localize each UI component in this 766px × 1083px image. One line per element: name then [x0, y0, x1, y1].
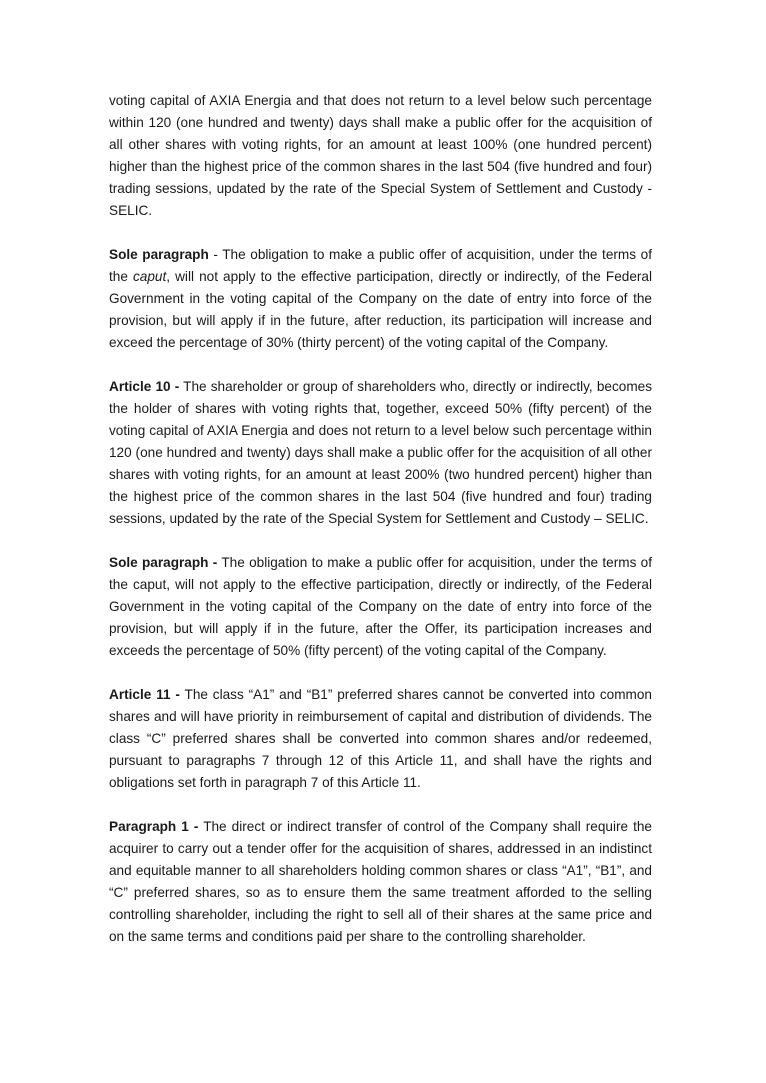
paragraph-text: voting capital of AXIA Energia and that does not return to a level below such percentage within 120 (one hundred and twenty) days shall make a public offer for the acquisition of all other shares with voting rights, for an amount at least 100% (one hundred percent) higher than the highest price of the common shares in the last 504 (five hundred and four) trading sessions, updated by the rate of the Special System of Settlement and Custody - SELIC.: [109, 93, 652, 218]
paragraph-text: - The obligation to make a public offer of acquisition, under the terms of the: [109, 247, 652, 284]
paragraph-text: The obligation to make a public offer for acquisition, under the terms of the caput, will not apply to the effective participation, directly or indirectly, of the Federal Government in the voting capital of the Company on the date of entry into force of the provision, but will apply if in the future, after the Offer, its participation increases and exceeds the percentage of 50% (fifty percent) of the voting capital of the Company.: [109, 555, 653, 658]
paragraph-text: The class “A1” and “B1” preferred shares cannot be converted into common shares and will have priority in reimbursement of capital and distribution of dividends. The class “C” preferred shares shall be converted into common shares and/or redeemed, pursuant to paragraphs 7 through 12 of this Article 11, and shall have the rights and obligations set forth in paragraph 7 of this Article 11.: [109, 687, 652, 790]
paragraph-heading: Article 11 -: [109, 687, 180, 702]
paragraph-article-11-paragraph-1: [109, 816, 652, 948]
paragraph-text: The direct or indirect transfer of control of the Company shall require the acquirer to carry out a tender offer for the acquisition of shares, addressed in an indistinct and equitable manner to all shareholders holding common shares or class “A1”, “B1”, and “C” preferred shares, so as to ensure them the same treatment afforded to the selling controlling shareholder, including the right to sell all of their shares at the same price and on the same terms and conditions paid per share to the controlling shareholder.: [109, 819, 652, 944]
paragraph-heading: Article 10 -: [109, 379, 180, 394]
document-page: [109, 90, 652, 970]
paragraph-heading: Sole paragraph -: [109, 555, 218, 570]
paragraph-continuation: [109, 90, 652, 222]
paragraph-sole-paragraph-article-9: [109, 244, 652, 354]
paragraph-text: The shareholder or group of shareholders who, directly or indirectly, becomes the holder of shares with voting rights that, together, exceed 50% (fifty percent) of the voting capital of AXIA Energia and does not return to a level below such percentage within 120 (one hundred and twenty) days shall make a public offer for the acquisition of all other shares with voting rights, for an amount at least 200% (two hundred percent) higher than the highest price of the common shares in the last 504 (five hundred and four) trading sessions, updated by the rate of the Special System for Settlement and Custody – SELIC.: [109, 379, 653, 526]
paragraph-article-10: [109, 376, 652, 530]
paragraph-heading: Sole paragraph: [109, 247, 209, 262]
paragraph-italic-term: caput: [132, 269, 167, 284]
paragraph-text: , will not apply to the effective participation, directly or indirectly, of the Federal Government in the voting capital of the Company on the date of entry into force of the provision, but will apply if in the future, after reduction, its participation will increase and exceed the percentage of 30% (thirty percent) of the voting capital of the Company.: [109, 269, 652, 350]
paragraph-heading: Paragraph 1 -: [109, 819, 199, 834]
paragraph-article-11: [109, 684, 652, 794]
paragraph-sole-paragraph-article-10: [109, 552, 652, 662]
